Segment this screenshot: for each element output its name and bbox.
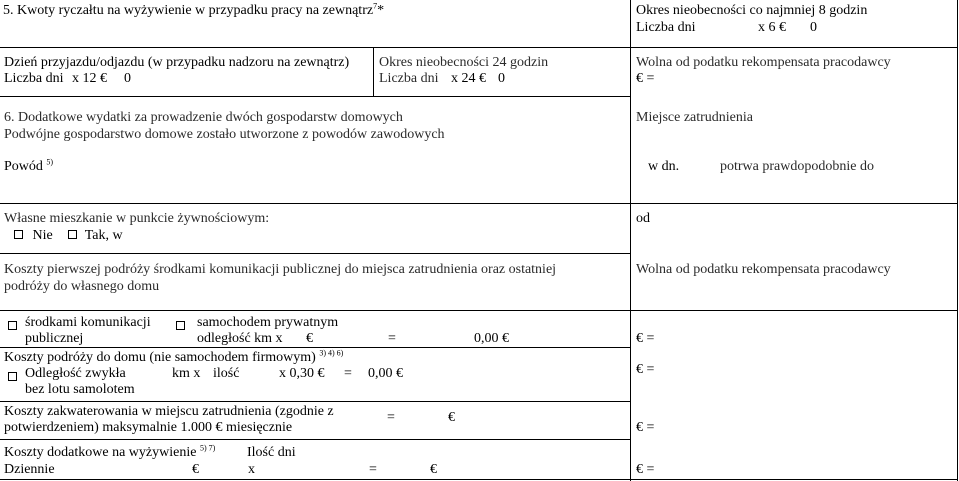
daily-label: Dziennie: [4, 462, 55, 477]
footnote-ref: 3) 4) 6): [319, 348, 344, 358]
yes-checkbox[interactable]: [68, 230, 77, 239]
rate-eq: =: [344, 366, 352, 381]
usual-distance-label: Odległość zwykła: [25, 366, 126, 381]
meal-total: € =: [636, 462, 655, 477]
footnote-ref: 5) 7): [199, 443, 216, 453]
since-from-label: od: [636, 211, 650, 226]
absence-8h-calc: x 6 €: [758, 20, 786, 35]
count-label: ilość: [213, 366, 240, 381]
tax-free-compensation-label-2: Wolna od podatku rekompensata pracodawcy: [636, 262, 891, 277]
row-divider: [0, 401, 631, 402]
row-divider: [0, 439, 631, 440]
absence-8h-value: 0: [810, 20, 817, 35]
absence-24h-value: 0: [498, 71, 505, 86]
absence-8h-days-label: Liczba dni: [636, 20, 696, 35]
distance-currency: €: [306, 331, 313, 346]
distance-label: odległość km x: [197, 331, 283, 346]
col-divider-right: [630, 0, 631, 481]
days-count-label: Ilość dni: [247, 445, 296, 460]
lodging-line1: Koszty zakwaterowania w miejscu zatrudnienia (zgodnie z: [4, 404, 334, 419]
usual-distance-checkbox[interactable]: [8, 370, 17, 386]
private-car-label: samochodem prywatnym: [197, 315, 339, 330]
lodging-line2: potwierdzeniem) maksymalnie 1.000 € miesięcznie: [4, 420, 293, 435]
public-transport-label-2: publicznej: [25, 331, 84, 346]
since-label: w dn.: [648, 159, 680, 174]
travel-total-2: € =: [636, 362, 655, 377]
meal-cost-label: [4, 445, 215, 461]
rate-value: 0,00 €: [368, 366, 403, 381]
row-divider: [0, 203, 958, 204]
no-option-label: Nie: [32, 228, 53, 243]
arrival-day-label: Dzień przyjazdu/odjazdu (w przypadku nadzoru na zewnątrz): [4, 55, 350, 70]
daily-x: x: [248, 462, 255, 477]
asterisk: *: [377, 3, 385, 18]
first-trip-cost-line2: podróży do własnego domu: [4, 279, 160, 294]
yes-option-label: Tak, w: [84, 228, 123, 243]
workplace-label: Miejsce zatrudnienia: [636, 110, 754, 125]
absence-24h-calc: x 24 €: [451, 71, 486, 86]
lodging-eq: =: [387, 410, 395, 425]
home-trip-label: [4, 350, 343, 366]
col-divider-mid: [373, 47, 374, 96]
footnote-ref: 7: [373, 1, 378, 11]
absence-24h-days-label: Liczba dni: [379, 71, 439, 86]
public-transport-label-1: środkami komunikacji: [25, 315, 151, 330]
arrival-days-label: Liczba dni: [4, 71, 64, 86]
distance-value: 0,00 €: [474, 331, 509, 346]
daily-currency-2: €: [430, 462, 437, 477]
own-flat-label: Własne mieszkanie w punkcie żywnościowym:: [4, 211, 270, 226]
row-divider: [0, 47, 958, 48]
km-x-label: km x: [172, 366, 201, 381]
meal-cost-label-text: Koszty dodatkowe na wyżywienie: [4, 445, 197, 460]
row-divider: [0, 310, 958, 311]
reason-label-text: Powód: [4, 159, 43, 174]
no-checkbox[interactable]: [14, 230, 23, 239]
table-bottom-border: [0, 479, 958, 480]
reason-label: [4, 159, 53, 175]
row-divider: [0, 96, 631, 97]
lodging-total: € =: [636, 420, 655, 435]
lodging-currency: €: [448, 410, 455, 425]
footnote-ref: 5): [46, 157, 54, 167]
daily-currency: €: [192, 462, 199, 477]
section-6-subtitle: Podwójne gospodarstwo domowe zostało utworzone z powodów zawodowych: [4, 127, 445, 142]
duration-label: potrwa prawdopodobnie do: [720, 159, 874, 174]
public-transport-checkbox[interactable]: [8, 319, 17, 335]
home-trip-label-text: Koszty podróży do domu (nie samochodem firmowym): [4, 350, 316, 365]
absence-8h-label: Okres nieobecności co najmniej 8 godzin: [636, 3, 868, 18]
table-right-border: [957, 0, 958, 481]
rate-label: x 0,30 €: [279, 366, 325, 381]
row-divider: [0, 253, 631, 254]
section-6-title: 6. Dodatkowe wydatki za prowadzenie dwóch gospodarstw domowych: [4, 110, 403, 125]
first-trip-cost-line1: Koszty pierwszej podróży środkami komunikacji publicznej do miejsca zatrudnienia oraz ostatniej: [4, 262, 557, 277]
no-flight-label: bez lotu samolotem: [25, 382, 135, 397]
section-5-title-text: 5. Kwoty ryczałtu na wyżywienie w przypadku pracy na zewnątrz: [3, 3, 374, 18]
row-divider: [0, 347, 631, 348]
section-5-title: [3, 3, 384, 19]
absence-24h-label: Okres nieobecności 24 godzin: [379, 55, 549, 70]
private-car-checkbox[interactable]: [176, 319, 185, 335]
arrival-value: 0: [124, 71, 131, 86]
daily-eq: =: [369, 462, 377, 477]
distance-eq: =: [388, 331, 396, 346]
tax-free-compensation-label: Wolna od podatku rekompensata pracodawcy: [636, 55, 891, 70]
travel-total-1: € =: [636, 331, 655, 346]
arrival-calc: x 12 €: [72, 71, 107, 86]
tax-free-compensation-eq: € =: [636, 71, 655, 86]
own-flat-options: [14, 228, 123, 244]
